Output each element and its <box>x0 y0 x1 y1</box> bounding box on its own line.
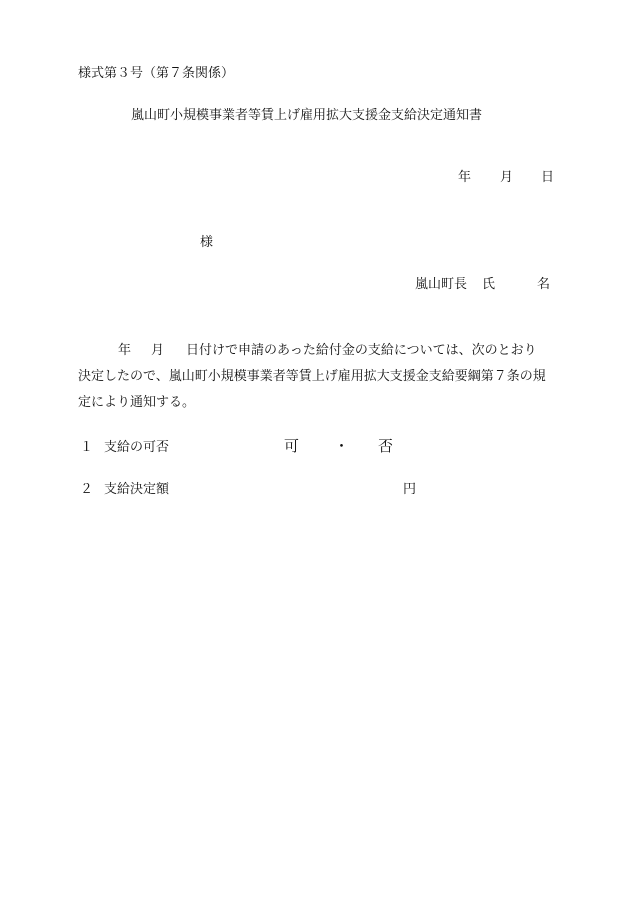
addressee-honorific: 様 <box>200 235 214 250</box>
item-1-label: 支給の可否 <box>104 440 170 455</box>
date-day-label: 日 <box>541 170 555 185</box>
notice-body <box>78 338 578 416</box>
item-2-label: 支給決定額 <box>104 482 170 497</box>
document-title: 嵐山町小規模事業者等賃上げ雇用拡大支援金支給決定通知書 <box>131 108 483 123</box>
approval-option-yes: 可 <box>284 437 300 455</box>
issuer-title: 嵐山町長 <box>415 277 468 292</box>
amount-unit: 円 <box>403 482 417 497</box>
body-line-1 <box>78 338 578 364</box>
issuer-name-suffix: 名 <box>537 277 551 292</box>
date-month-label: 月 <box>500 170 514 185</box>
date-year-label: 年 <box>458 170 472 185</box>
approval-separator: ・ <box>334 437 350 455</box>
body-month-label: 月 <box>151 343 165 358</box>
item-2-number: ２ <box>80 482 94 497</box>
body-line-1-text: 日付けで申請のあった給付金の支給については、次のとおり <box>186 343 537 358</box>
issuer-name-prefix: 氏 <box>482 277 496 292</box>
approval-option-no: 否 <box>378 437 394 455</box>
body-line-3: 定により通知する。 <box>78 395 196 410</box>
body-year-label: 年 <box>118 343 132 358</box>
form-number: 様式第３号（第７条関係） <box>78 66 235 81</box>
body-line-2: 決定したので、嵐山町小規模事業者等賃上げ雇用拡大支援金支給要綱第７条の規 <box>78 369 546 384</box>
item-1-number: １ <box>80 440 94 455</box>
